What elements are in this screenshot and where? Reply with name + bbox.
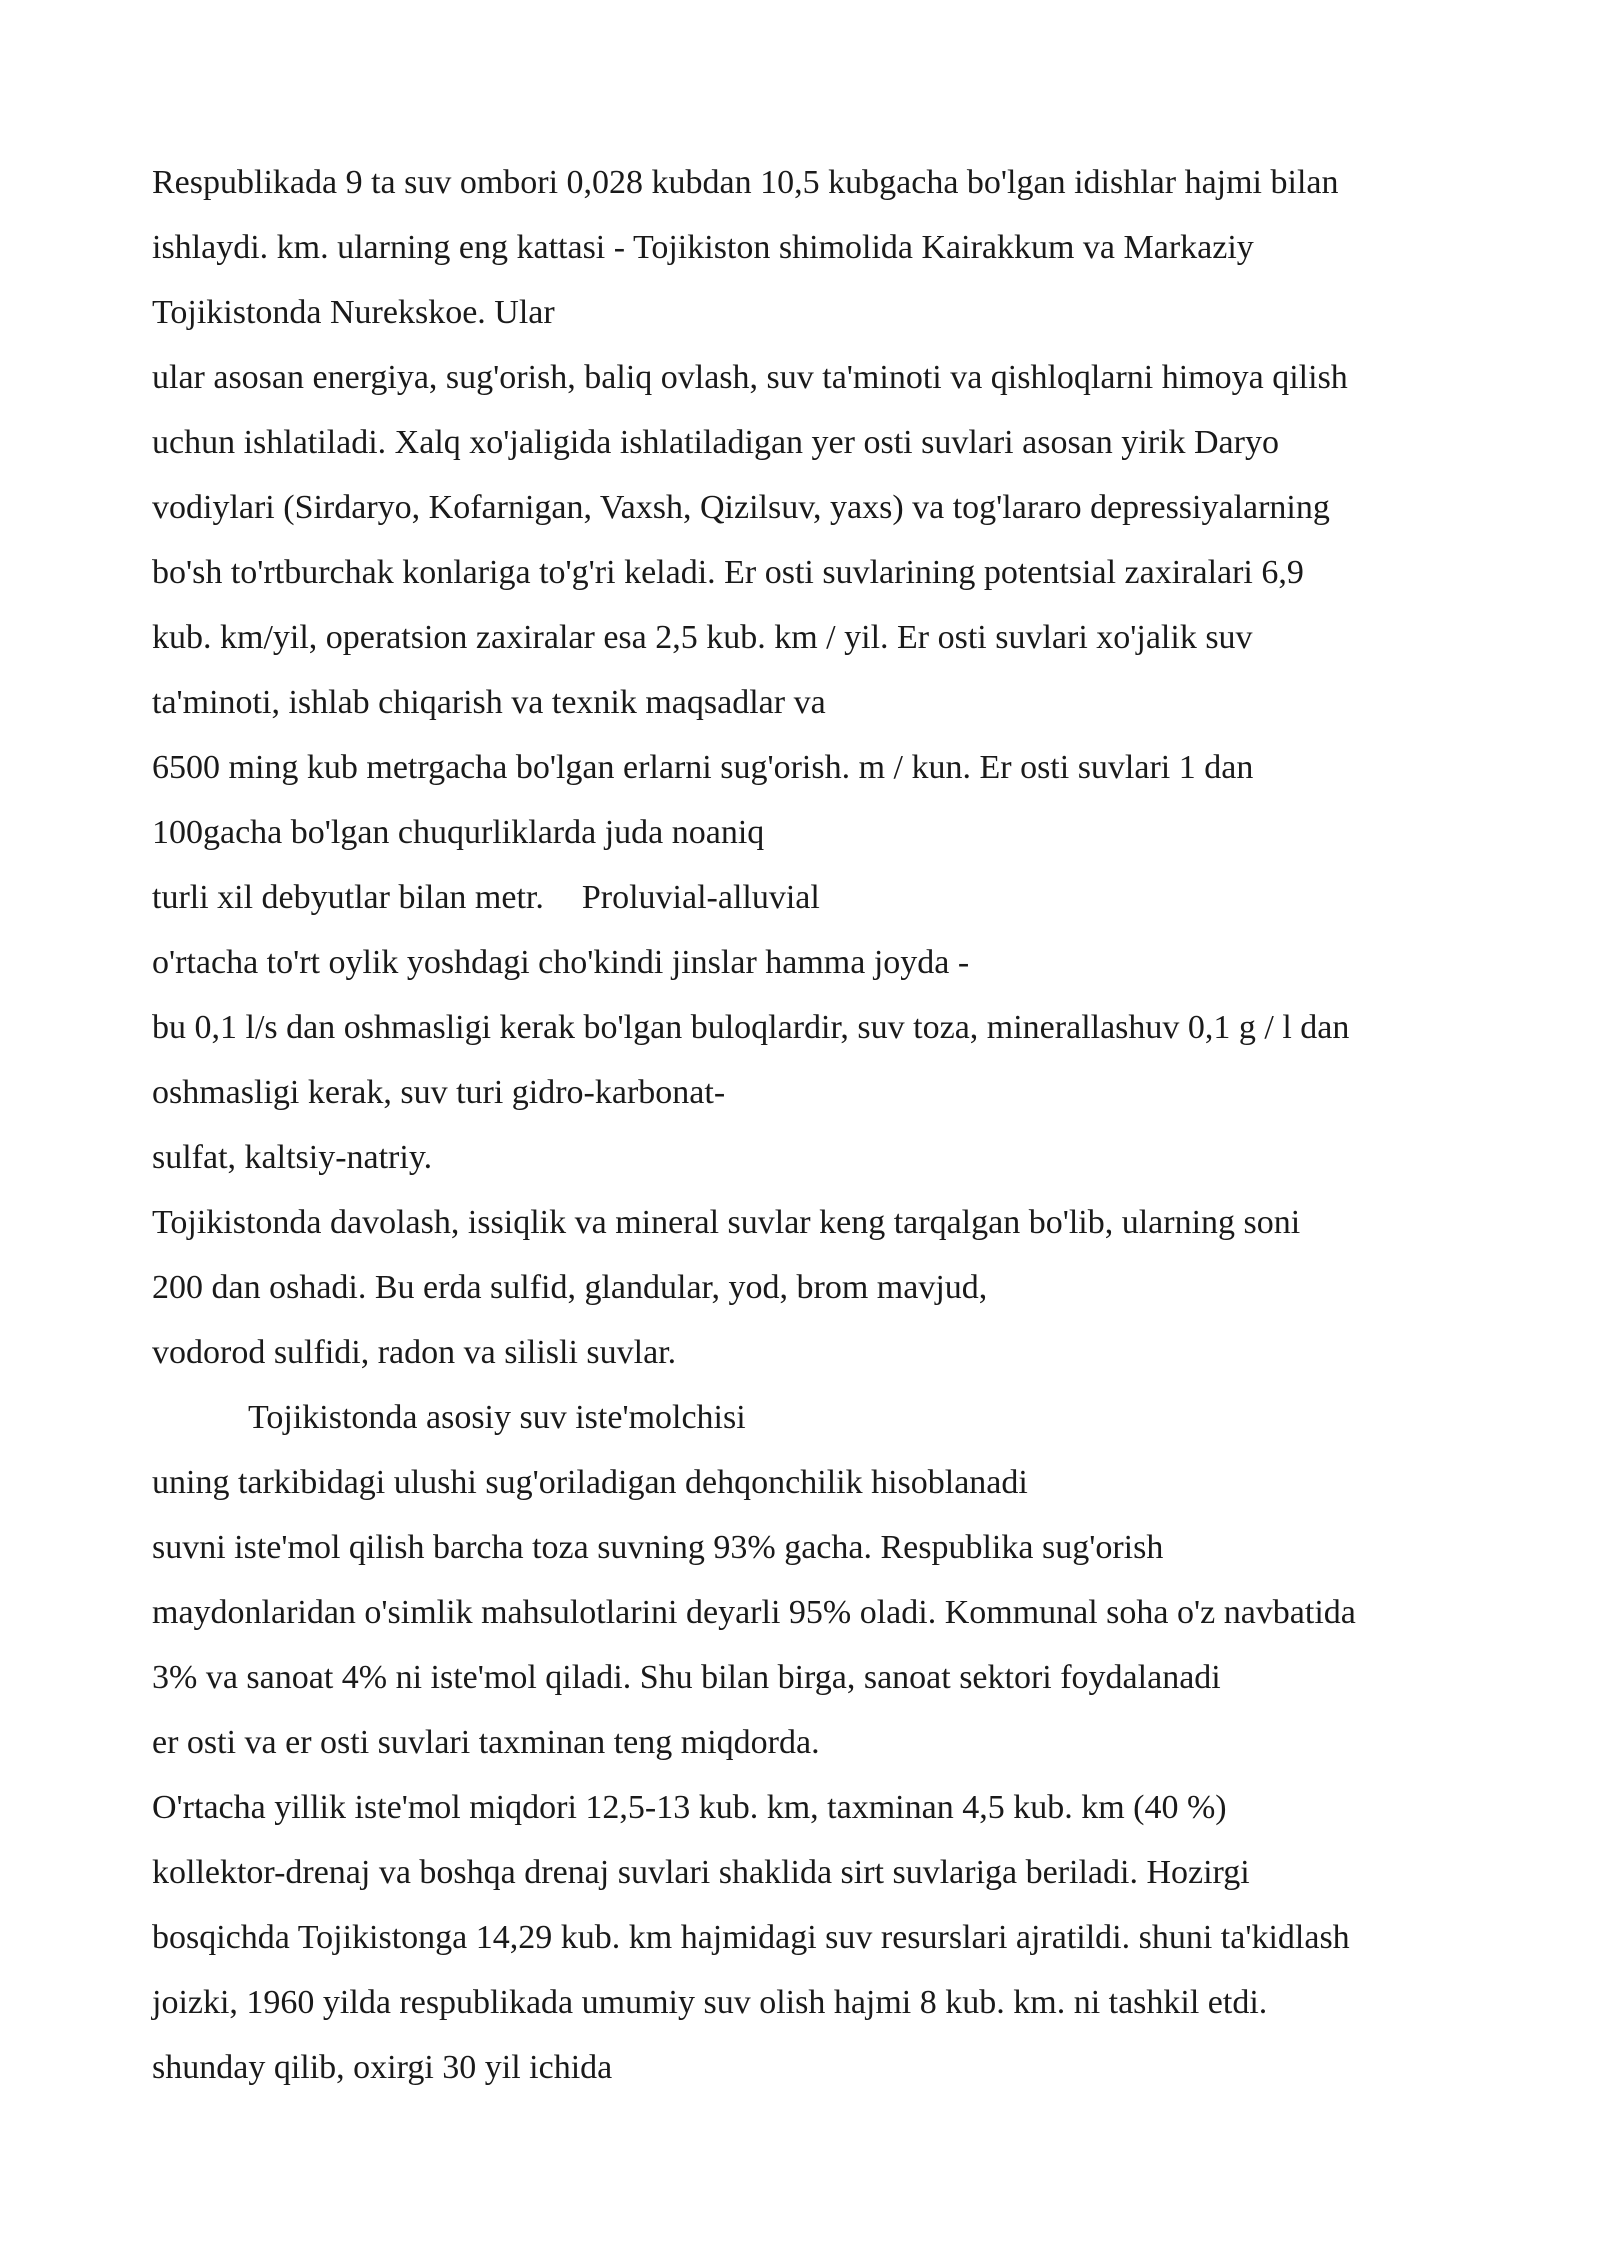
text-line: maydonlaridan o'simlik mahsulotlarini deyarli 95% oladi. Kommunal soha o'z navbatida	[152, 1594, 1356, 1631]
text-line: kollektor-drenaj va boshqa drenaj suvlari shaklida sirt suvlariga beriladi. Hozirgi	[152, 1854, 1250, 1891]
text-line: Tojikistonda Nurekskoe. Ular	[152, 294, 555, 331]
text-line: bu 0,1 l/s dan oshmasligi kerak bo'lgan buloqlardir, suv toza, minerallashuv 0,1 g / l dan	[152, 1009, 1350, 1046]
text-line: vodorod sulfidi, radon va silisli suvlar.	[152, 1334, 677, 1371]
text-line: bosqichda Tojikistonga 14,29 kub. km hajmidagi suv resurslari ajratildi. shuni ta'kidlash	[152, 1919, 1350, 1956]
text-line: 6500 ming kub metrgacha bo'lgan erlarni sug'orish. m / kun. Er osti suvlari 1 dan	[152, 749, 1254, 786]
text-line: kub. km/yil, operatsion zaxiralar esa 2,5 kub. km / yil. Er osti suvlari xo'jalik suv	[152, 619, 1253, 656]
text-line: shunday qilib, oxirgi 30 yil ichida	[152, 2049, 613, 2086]
body-text	[152, 150, 1492, 2100]
text-line: Respublikada 9 ta suv ombori 0,028 kubdan 10,5 kubgacha bo'lgan idishlar hajmi bilan	[152, 164, 1339, 201]
text-line: ishlaydi. km. ularning eng kattasi - Tojikiston shimolida Kairakkum va Markaziy	[152, 229, 1254, 266]
text-line: oshmasligi kerak, suv turi gidro-karbonat-	[152, 1074, 726, 1111]
text-segment: Proluvial-alluvial	[581, 879, 820, 916]
text-line: o'rtacha to'rt oylik yoshdagi cho'kindi jinslar hamma joyda -	[152, 944, 970, 981]
text-line: ta'minoti, ishlab chiqarish va texnik maqsadlar va	[152, 684, 826, 721]
text-line: Tojikistonda davolash, issiqlik va mineral suvlar keng tarqalgan bo'lib, ularning soni	[152, 1204, 1301, 1241]
text-line: ular asosan energiya, sug'orish, baliq ovlash, suv ta'minoti va qishloqlarni himoya qilish	[152, 359, 1348, 396]
text-line: uchun ishlatiladi. Xalq xo'jaligida ishlatiladigan yer osti suvlari asosan yirik Daryo	[152, 424, 1279, 461]
text-line: 200 dan oshadi. Bu erda sulfid, glandular, yod, brom mavjud,	[152, 1269, 988, 1306]
text-line: 3% va sanoat 4% ni iste'mol qiladi. Shu bilan birga, sanoat sektori foydalanadi	[152, 1659, 1221, 1696]
indented-text-line: Tojikistonda asosiy suv iste'molchisi	[248, 1399, 746, 1436]
text-line: joizki, 1960 yilda respublikada umumiy suv olish hajmi 8 kub. km. ni tashkil etdi.	[152, 1984, 1268, 2021]
text-line: uning tarkibidagi ulushi sug'oriladigan dehqonchilik hisoblanadi	[152, 1464, 1028, 1501]
text-line: O'rtacha yillik iste'mol miqdori 12,5-13 kub. km, taxminan 4,5 kub. km (40 %)	[152, 1789, 1227, 1826]
text-line: 100gacha bo'lgan chuqurliklarda juda noaniq	[152, 814, 765, 851]
text-line: vodiylari (Sirdaryo, Kofarnigan, Vaxsh, Qizilsuv, yaxs) va tog'lararo depressiyalarning	[152, 489, 1330, 526]
text-line	[152, 865, 1492, 930]
text-segment: turli xil debyutlar bilan metr.	[152, 879, 544, 916]
text-line: er osti va er osti suvlari taxminan teng miqdorda.	[152, 1724, 820, 1761]
text-line: bo'sh to'rtburchak konlariga to'g'ri keladi. Er osti suvlarining potentsial zaxiralari 6,9	[152, 554, 1304, 591]
text-line: sulfat, kaltsiy-natriy.	[152, 1139, 433, 1176]
text-line: suvni iste'mol qilish barcha toza suvning 93% gacha. Respublika sug'orish	[152, 1529, 1164, 1566]
